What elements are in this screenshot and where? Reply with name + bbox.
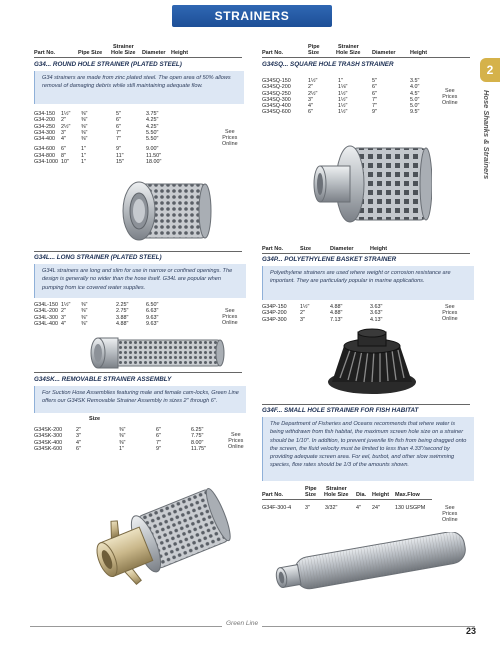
table-row: G34SQ-400 4" 1½" 7" 5.0" xyxy=(262,103,420,110)
square-strainer-table xyxy=(262,78,442,116)
table-row: G34L-200 2" ⅜" 2.75" 6.63" xyxy=(34,308,159,315)
header-height: Height xyxy=(410,50,428,56)
square-strainer-title: G34SQ... SQUARE HOLE TRASH STRAINER xyxy=(262,61,394,68)
header-height: Height xyxy=(370,246,388,252)
table-row: G34-600 6" 1" 9" 9.00" xyxy=(34,146,159,153)
side-section-label xyxy=(483,90,497,230)
page-number: 23 xyxy=(465,626,476,636)
header-hole-size: Hole Size xyxy=(324,492,349,498)
see-prices-link[interactable]: See Prices Online xyxy=(222,129,238,148)
side-section-text: Hose Shanks & Strainers xyxy=(482,90,491,180)
header-max-flow: Max.Flow xyxy=(395,492,420,498)
divider xyxy=(34,57,242,58)
table-row: G34SK-200 2" ⅜" 6" 6.25" xyxy=(34,427,204,433)
table-row: G34L-300 3" ⅜" 3.88" 9.63" xyxy=(34,314,159,321)
fish-habitat-strainer-image xyxy=(270,532,470,590)
header-strainer: Strainer xyxy=(338,44,359,50)
header-pipe: Pipe xyxy=(305,486,317,492)
see-prices-link[interactable]: See Prices Online xyxy=(222,308,238,327)
round-hole-title: G34... ROUND HOLE STRAINER (PLATED STEEL) xyxy=(34,61,182,68)
removable-strainer-image xyxy=(86,486,236,591)
section-tab-number: 2 xyxy=(486,63,494,77)
table-row: G34P-300 3" 7.13" 4.13" xyxy=(262,316,383,323)
table-row: G34-1000 10" 1" 15" 18.00" xyxy=(34,159,162,166)
fish-strainer-table xyxy=(262,505,442,511)
table-row: G34SQ-250 2½" 1½" 6" 4.5" xyxy=(262,90,420,97)
table-row: G34P-200 2" 4.88" 3.63" xyxy=(262,310,383,317)
divider xyxy=(262,404,470,405)
table-row: G34SQ-600 6" 1½" 9" 9.5" xyxy=(262,109,420,116)
page-title: STRAINERS xyxy=(214,9,290,23)
square-hole-strainer-image xyxy=(312,134,432,234)
divider xyxy=(34,372,242,373)
banner-bar xyxy=(172,5,332,27)
fish-strainer-description: The Department of Fisheries and Oceans recommends that where water is being withdrawn from fish habitat, the maximum screen hole size on a strainer should be 1/10". In addition, to prevent juvenile fin fish from being dragged onto the screen, the fluid velocity must be limited to less than 4.33"/second by providing adequate screen area. For eel, burbot, and other slow swimming species, flow rates should be 1/3 of the amounts shown. xyxy=(262,417,474,481)
round-hole-description: G34 strainers are made from zinc plated steel. The open area of 50% allows removal of damaging debris while still maintaining adequate flow. xyxy=(34,71,244,104)
table-row: G34-200 2" ⅜" 6" 4.25" xyxy=(34,117,159,124)
round-hole-strainer-image xyxy=(117,176,212,246)
poly-strainer-description: Polyethylene strainers are used where weight or corrosion resistance are important. They are particularly popular in marine applications. xyxy=(262,266,474,300)
section-tab[interactable] xyxy=(480,58,500,82)
table-row: G34-400 4" ⅜" 7" 5.50" xyxy=(34,136,159,143)
long-strainer-image xyxy=(88,335,228,371)
table-row: G34SK-600 6" 1" 9" 11.75" xyxy=(34,445,207,452)
header-pipe: Pipe xyxy=(308,44,320,50)
header-part-no: Part No. xyxy=(262,50,284,56)
see-prices-link[interactable]: See Prices Online xyxy=(442,304,458,323)
header-dia: Dia. xyxy=(356,492,367,498)
divider xyxy=(262,499,432,500)
header-pipe-size: Pipe Size xyxy=(78,50,103,56)
poly-strainer-table xyxy=(262,304,422,323)
header-part-no: Part No. xyxy=(262,246,284,252)
footer-brand-logo: Green Line xyxy=(222,620,262,627)
header-size: Size xyxy=(89,416,101,422)
poly-basket-strainer-image xyxy=(322,328,422,398)
removable-strainer-title: G34SK... REMOVABLE STRAINER ASSEMBLY xyxy=(34,376,172,383)
long-strainer-title: G34L... LONG STRAINER (PLATED STEEL) xyxy=(34,254,162,261)
table-row: G34-250 2½" ⅜" 6" 4.25" xyxy=(34,123,159,130)
table-row: G34F-300-4 3" 3/32" 4" 24" 130 USGPM xyxy=(262,505,426,511)
table-row: G34L-150 1½" ⅜" 2.25" 6.50" xyxy=(34,302,159,308)
header-strainer: Strainer xyxy=(113,44,134,50)
removable-strainer-description: For Suction Hose Assemblies featuring male and female cam-locks, Green Line offers our G34SK Removable Strainer Assembly in sizes 2" through 6". xyxy=(34,386,246,413)
header-height: Height xyxy=(372,492,390,498)
table-row: G34-150 1½" ⅜" 5" 3.75" xyxy=(34,111,159,117)
header-height: Height xyxy=(171,50,189,56)
divider xyxy=(34,251,242,252)
header-hole-size: Hole Size xyxy=(111,50,136,56)
see-prices-link[interactable]: See Prices Online xyxy=(228,432,244,451)
see-prices-link[interactable]: See Prices Online xyxy=(442,505,458,524)
header-part-no: Part No. xyxy=(262,492,284,498)
table-row: G34P-150 1½" 4.88" 3.63" xyxy=(262,304,383,310)
long-strainer-description: G34L strainers are long and slim for use in narrow or confined openings. The design is generally no wider than the hose itself. G34L are popular when pumping from ice covered water supplies. xyxy=(34,264,246,298)
long-strainer-table xyxy=(34,302,204,327)
table-row: G34SK-400 4" ⅜" 7" 8.00" xyxy=(34,439,204,446)
header-strainer: Strainer xyxy=(326,486,347,492)
removable-column-headers xyxy=(34,414,154,422)
table-row: G34L-400 4" ⅜" 4.88" 9.63" xyxy=(34,320,159,327)
table-row: G34-300 3" ⅜" 7" 5.50" xyxy=(34,129,159,136)
see-prices-link[interactable]: See Prices Online xyxy=(442,88,458,107)
header-size: Size xyxy=(305,492,317,498)
fish-column-headers xyxy=(262,484,472,498)
table-row: G34SQ-150 1½" 1" 5" 3.5" xyxy=(262,78,420,84)
table-row: G34-800 8" 1" 11" 11.50" xyxy=(34,152,162,159)
fish-strainer-title: G34F... SMALL HOLE STRAINER FOR FISH HABITAT xyxy=(262,407,419,414)
table-row: G34SQ-300 3" 1½" 7" 5.0" xyxy=(262,96,420,103)
round-hole-column-headers xyxy=(34,42,234,56)
header-hole-size: Hole Size xyxy=(336,50,361,56)
table-row: G34SQ-200 2" 1⅛" 6" 4.0" xyxy=(262,84,420,91)
header-banner xyxy=(0,0,500,30)
divider xyxy=(262,57,470,58)
header-size: Size xyxy=(308,50,320,56)
round-hole-table xyxy=(34,111,204,165)
removable-strainer-table xyxy=(34,427,214,452)
header-diameter: Diameter xyxy=(372,50,396,56)
header-diameter: Diameter xyxy=(330,246,354,252)
square-column-headers xyxy=(262,42,462,56)
header-part-no: Part No. xyxy=(34,50,56,56)
poly-strainer-title: G34P... POLYETHYLENE BASKET STRAINER xyxy=(262,256,397,263)
table-row: G34SK-300 3" ⅜" 6" 7.75" xyxy=(34,433,204,440)
poly-column-headers xyxy=(262,244,462,252)
divider xyxy=(262,253,470,254)
header-diameter: Diameter xyxy=(142,50,166,56)
header-size: Size xyxy=(300,246,312,252)
